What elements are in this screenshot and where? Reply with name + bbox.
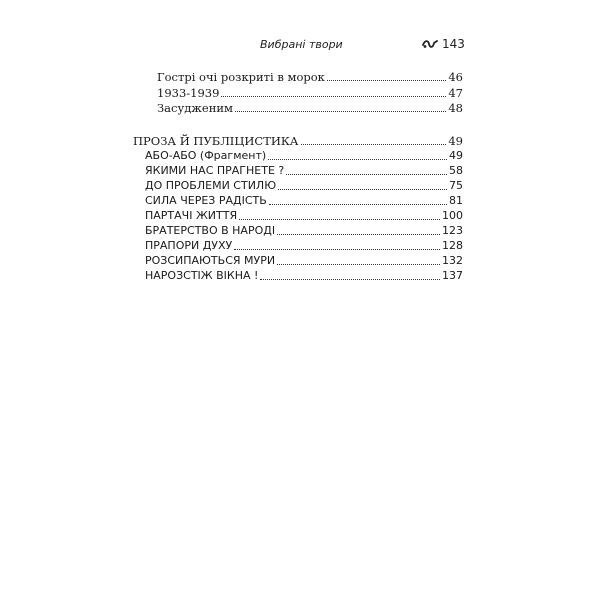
page-number: 143 <box>442 37 465 51</box>
dot-leader <box>301 144 447 145</box>
running-title: Вибрані твори <box>260 38 343 51</box>
toc-entry <box>145 224 463 238</box>
toc-entry-page: 48 <box>448 101 463 115</box>
dot-leader <box>221 96 446 97</box>
toc-entry-page: 58 <box>449 164 463 177</box>
section-page: 49 <box>448 134 463 148</box>
toc-entry-page: 46 <box>448 70 463 84</box>
toc-entry-page: 132 <box>442 254 463 267</box>
toc-entry <box>145 254 463 268</box>
toc-entry-title: БРАТЕРСТВО В НАРОДІ <box>145 224 276 237</box>
dot-leader <box>277 264 440 265</box>
toc-entry <box>145 179 463 193</box>
dot-leader <box>260 279 440 280</box>
toc-entry-title: ПАРТАЧІ ЖИТТЯ <box>145 209 238 222</box>
dot-leader <box>269 204 447 205</box>
toc-entry-title: Засудженим <box>157 101 233 115</box>
section-title: ПРОЗА Й ПУБЛІЦИСТИКА <box>133 134 299 148</box>
toc-entry <box>157 70 463 84</box>
dot-leader <box>268 159 447 160</box>
dot-leader <box>235 111 446 112</box>
toc-entry-title: 1933-1939 <box>157 86 220 100</box>
toc-entry <box>145 164 463 178</box>
toc-entry-title: РОЗСИПАЮТЬСЯ МУРИ <box>145 254 276 267</box>
toc-entry-title: Гострі очі розкриті в морок <box>157 70 325 84</box>
dot-leader <box>277 234 440 235</box>
toc-entry <box>157 101 463 115</box>
toc-entry-page: 81 <box>449 194 463 207</box>
toc-entry-title: НАРОЗСТІЖ ВІКНА ! <box>145 269 259 282</box>
toc-entry <box>145 209 463 223</box>
toc-entry <box>145 194 463 208</box>
toc-entry-page: 100 <box>442 209 463 222</box>
dot-leader <box>327 80 447 81</box>
toc-entry-title: ДО ПРОБЛЕМИ СТИЛЮ <box>145 179 277 192</box>
toc-entry-page: 128 <box>442 239 463 252</box>
ornament-icon <box>422 39 438 49</box>
toc-entry <box>145 149 463 163</box>
toc-entry-page: 47 <box>448 86 463 100</box>
dot-leader <box>234 249 440 250</box>
toc-entry-page: 137 <box>442 269 463 282</box>
toc-entry-title: АБО-АБО (Фрагмент) <box>145 149 267 162</box>
toc-entry-page: 49 <box>449 149 463 162</box>
toc-entry <box>157 86 463 100</box>
dot-leader <box>239 219 440 220</box>
toc-entry-title: СИЛА ЧЕРЕЗ РАДІСТЬ <box>145 194 267 207</box>
toc-entry-page: 123 <box>442 224 463 237</box>
toc-entry <box>145 239 463 253</box>
toc-entry-title: ЯКИМИ НАС ПРАГНЕТЕ ? <box>145 164 285 177</box>
dot-leader <box>286 174 447 175</box>
toc-entry <box>145 269 463 283</box>
toc-entry-title: ПРАПОРИ ДУХУ <box>145 239 233 252</box>
page-folio <box>422 37 465 51</box>
dot-leader <box>278 189 447 190</box>
toc-section-heading <box>133 134 463 148</box>
toc-entry-page: 75 <box>449 179 463 192</box>
